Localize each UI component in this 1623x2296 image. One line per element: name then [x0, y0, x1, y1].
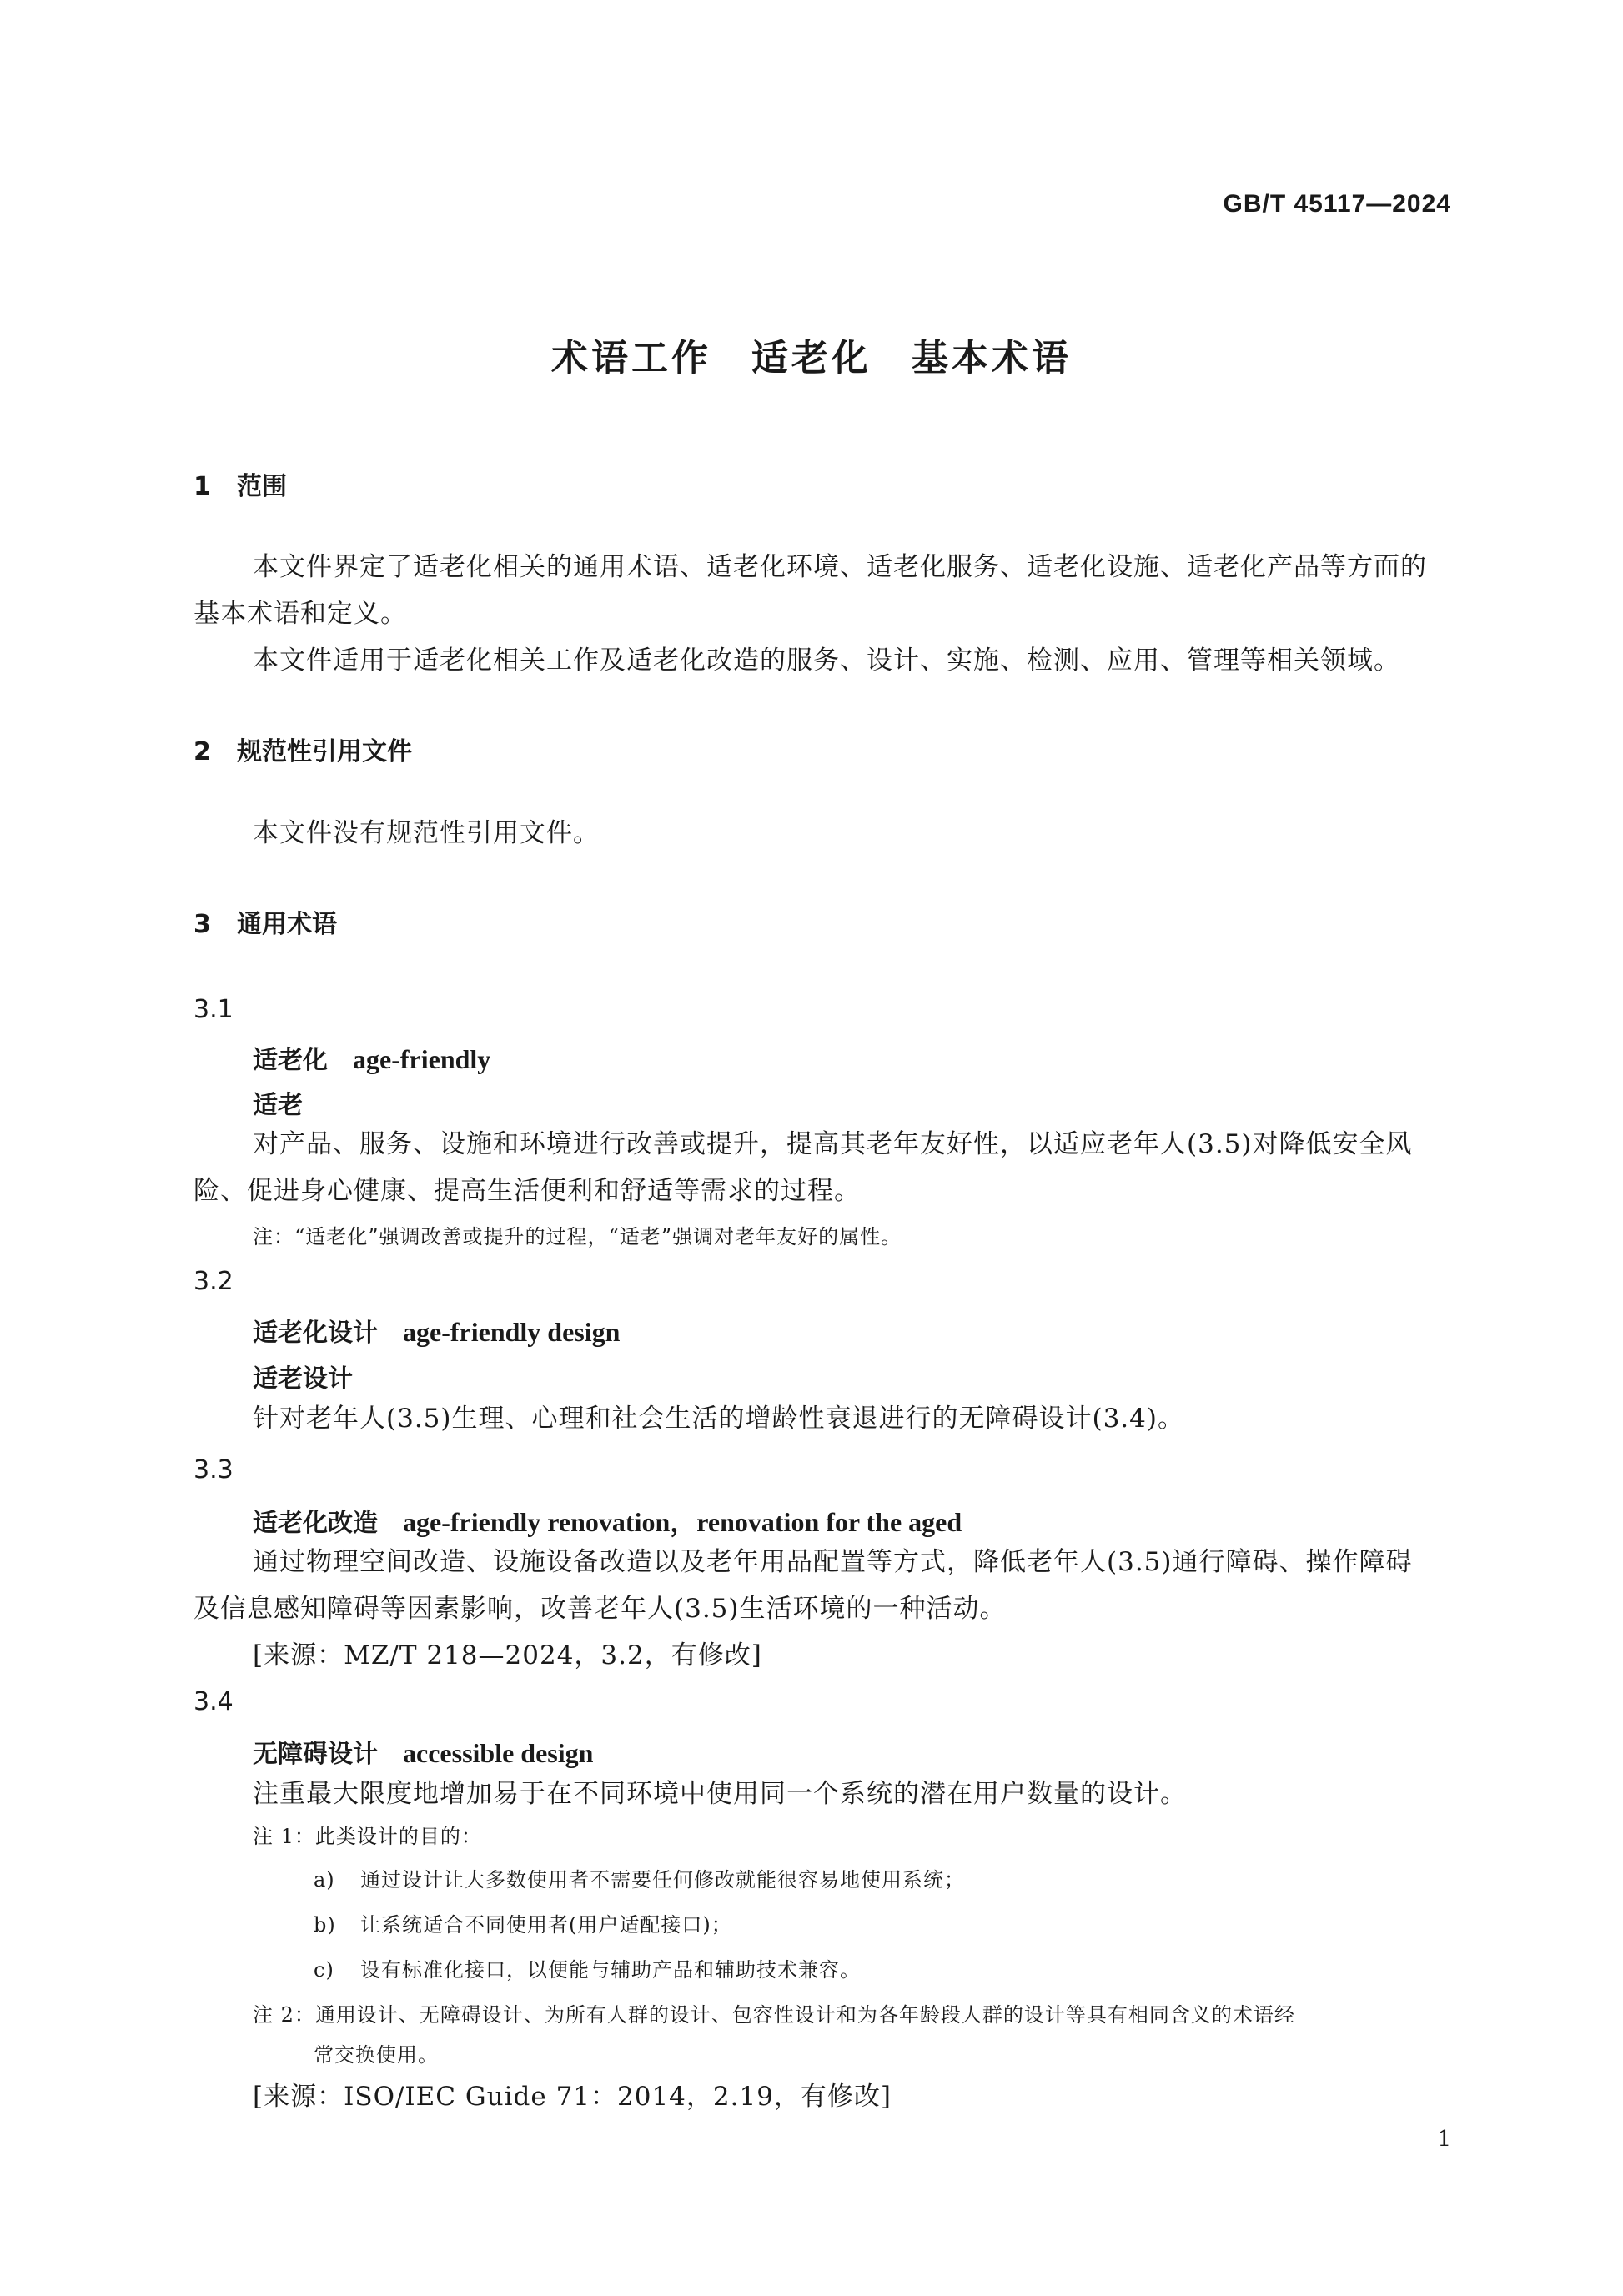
scope-paragraph-2: 本文件适用于适老化相关工作及适老化改造的服务、设计、实施、检测、应用、管理等相关领域。	[253, 646, 1400, 676]
term-number-3-1: 3.1	[193, 995, 234, 1024]
term-3-1-definition-line-2: 险、促进身心健康、提高生活便利和舒适等需求的过程。	[193, 1176, 861, 1206]
term-en: age-friendly renovation，renovation for the aged	[403, 1507, 962, 1537]
term-3-3-definition-line-2: 及信息感知障碍等因素影响，改善老年人(3.5)生活环境的一种活动。	[193, 1594, 1007, 1624]
term-number-3-2: 3.2	[193, 1267, 234, 1296]
term-zh: 无障碍设计	[253, 1740, 378, 1769]
term-3-4-preferred	[253, 1733, 593, 1770]
term-3-3-definition-line-1: 通过物理空间改造、设施设备改造以及老年用品配置等方式，降低老年人(3.5)通行障碍、操作障碍	[253, 1547, 1413, 1577]
section-heading-1	[193, 465, 287, 502]
document-title: 术语工作 适老化 基本术语	[551, 337, 1072, 379]
note-list-item	[314, 1863, 965, 1892]
list-item-label: a)	[314, 1868, 335, 1892]
term-en: age-friendly	[353, 1044, 491, 1074]
section-title: 范围	[237, 472, 287, 501]
term-number-3-3: 3.3	[193, 1455, 234, 1485]
term-3-1-note: 注：“适老化”强调改善或提升的过程，“适老”强调对老年友好的属性。	[253, 1225, 902, 1248]
section-heading-3	[193, 903, 337, 940]
normative-references-paragraph: 本文件没有规范性引用文件。	[253, 818, 600, 848]
term-3-3-source: [来源：MZ/T 218—2024，3.2，有修改]	[253, 1640, 762, 1671]
list-item-text: 通过设计让大多数使用者不需要任何修改就能很容易地使用系统；	[360, 1868, 965, 1892]
note-list-item	[314, 1953, 861, 1982]
list-item-label: c)	[314, 1958, 334, 1982]
document-number: GB/T 45117—2024	[1223, 190, 1451, 218]
term-3-3-preferred	[253, 1501, 962, 1540]
term-3-1-preferred	[253, 1039, 490, 1076]
list-item-label: b)	[314, 1913, 336, 1937]
section-number: 2	[193, 737, 211, 766]
note-list-item	[314, 1908, 732, 1937]
list-item-text: 设有标准化接口，以便能与辅助产品和辅助技术兼容。	[360, 1958, 861, 1982]
term-3-2-admitted: 适老设计	[253, 1364, 353, 1394]
page-number: 1	[1437, 2127, 1451, 2152]
list-item-text: 让系统适合不同使用者(用户适配接口)；	[360, 1913, 732, 1937]
term-3-4-note-2-line-1: 注 2：通用设计、无障碍设计、为所有人群的设计、包容性设计和为各年龄段人群的设计等具有相同含义的术语经	[253, 2003, 1295, 2027]
section-number: 1	[193, 472, 211, 501]
term-3-2-definition: 针对老年人(3.5)生理、心理和社会生活的增龄性衰退进行的无障碍设计(3.4)。	[253, 1404, 1184, 1434]
scope-paragraph-1-line-2: 基本术语和定义。	[193, 599, 407, 629]
term-en: accessible design	[403, 1738, 594, 1768]
section-title: 通用术语	[237, 910, 337, 939]
scope-paragraph-1-line-1: 本文件界定了适老化相关的通用术语、适老化环境、适老化服务、适老化设施、适老化产品等方面的	[253, 552, 1427, 582]
section-title: 规范性引用文件	[237, 737, 412, 766]
term-number-3-4: 3.4	[193, 1687, 234, 1716]
section-heading-2	[193, 731, 412, 767]
term-3-4-note-2-line-2: 常交换使用。	[314, 2043, 439, 2067]
term-3-1-definition-line-1: 对产品、服务、设施和环境进行改善或提升，提高其老年友好性，以适应老年人(3.5)对降低安全风	[253, 1129, 1413, 1159]
term-en: age-friendly design	[403, 1317, 621, 1347]
term-zh: 适老化设计	[253, 1319, 378, 1348]
term-zh: 适老化	[253, 1046, 328, 1075]
term-3-1-admitted: 适老	[253, 1091, 303, 1120]
term-3-4-source: [来源：ISO/IEC Guide 71：2014，2.19，有修改]	[253, 2082, 892, 2112]
section-number: 3	[193, 910, 211, 939]
term-3-4-note-1: 注 1：此类设计的目的：	[253, 1825, 482, 1848]
term-zh: 适老化改造	[253, 1509, 378, 1538]
term-3-4-definition: 注重最大限度地增加易于在不同环境中使用同一个系统的潜在用户数量的设计。	[253, 1779, 1187, 1809]
term-3-2-preferred	[253, 1312, 620, 1349]
